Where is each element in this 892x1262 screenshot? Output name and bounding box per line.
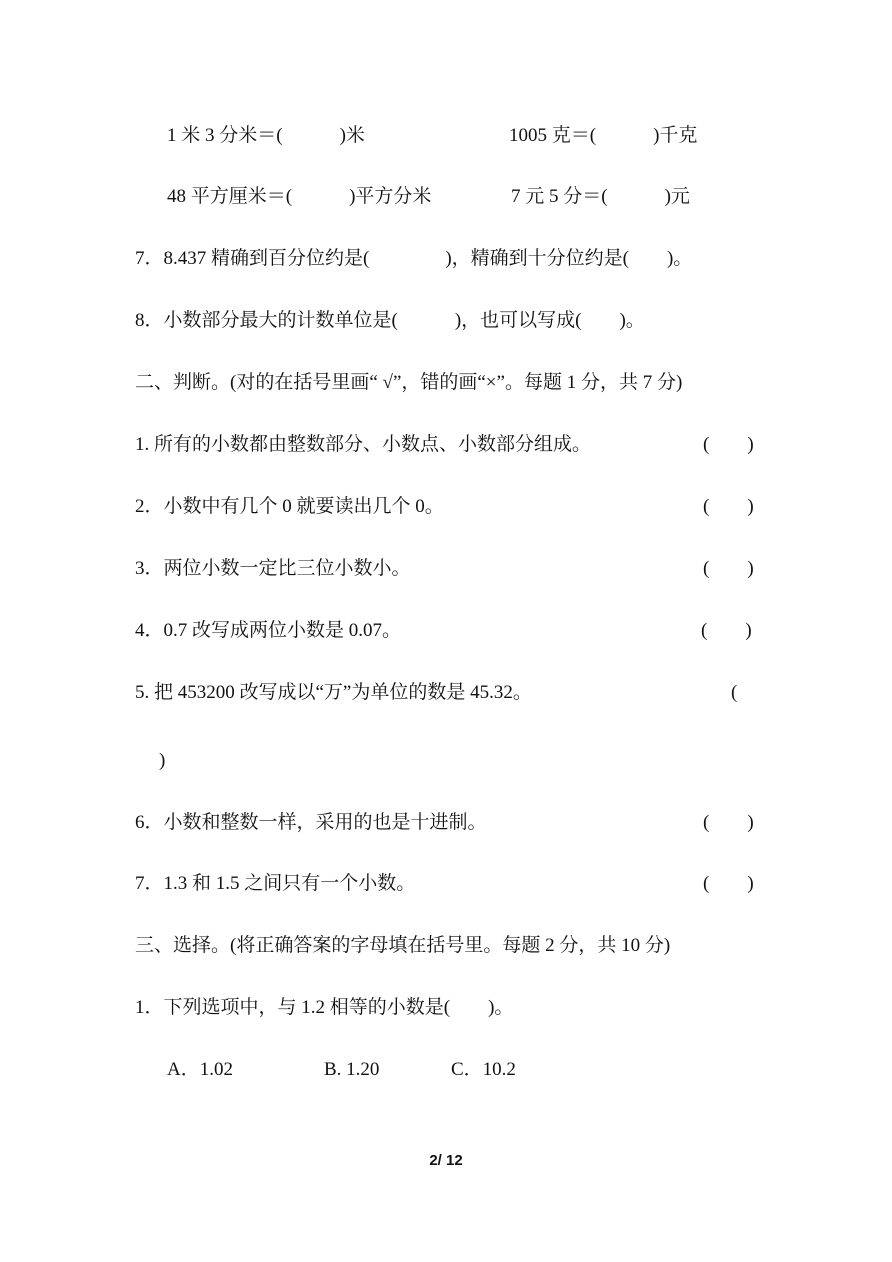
fill-row-2-left: 48 平方厘米＝( )平方分米 — [167, 186, 432, 207]
judge-bracket-7[interactable]: ( ) — [703, 873, 754, 894]
fill-item-7: 7．8.437 精确到百分位约是( )，精确到十分位约是( )。 — [135, 248, 693, 269]
section-2-title: 二、判断。(对的在括号里画“ √”，错的画“×”。每题 1 分，共 7 分) — [135, 372, 683, 393]
judge-bracket-5-close[interactable]: ) — [159, 750, 166, 771]
fill-row-1-left: 1 米 3 分米＝( )米 — [167, 125, 365, 146]
section-3-title: 三、选择。(将正确答案的字母填在括号里。每题 2 分，共 10 分) — [135, 935, 671, 956]
judge-item-1: 1. 所有的小数都由整数部分、小数点、小数部分组成。 — [135, 434, 592, 455]
judge-bracket-1[interactable]: ( ) — [703, 434, 754, 455]
judge-item-5: 5. 把 453200 改写成以“万”为单位的数是 45.32。 — [135, 682, 532, 703]
page-number: 2/ 12 — [429, 1152, 463, 1169]
choice-option-c[interactable]: C．10.2 — [451, 1059, 516, 1080]
judge-bracket-6[interactable]: ( ) — [703, 812, 754, 833]
choice-option-b[interactable]: B. 1.20 — [324, 1059, 380, 1080]
judge-bracket-3[interactable]: ( ) — [703, 558, 754, 579]
judge-item-2: 2．小数中有几个 0 就要读出几个 0。 — [135, 496, 444, 517]
judge-item-6: 6．小数和整数一样，采用的也是十进制。 — [135, 812, 487, 833]
choice-question-1: 1．下列选项中，与 1.2 相等的小数是( )。 — [135, 997, 514, 1018]
choice-option-a[interactable]: A．1.02 — [167, 1059, 233, 1080]
fill-row-2-right: 7 元 5 分＝( )元 — [511, 186, 690, 207]
judge-bracket-2[interactable]: ( ) — [703, 496, 754, 517]
judge-bracket-5-open[interactable]: ( — [731, 682, 738, 703]
fill-item-8: 8．小数部分最大的计数单位是( )，也可以写成( )。 — [135, 310, 645, 331]
judge-item-7: 7．1.3 和 1.5 之间只有一个小数。 — [135, 873, 416, 894]
judge-item-4: 4．0.7 改写成两位小数是 0.07。 — [135, 620, 402, 641]
judge-item-3: 3．两位小数一定比三位小数小。 — [135, 558, 411, 579]
judge-bracket-4[interactable]: ( ) — [701, 620, 752, 641]
fill-row-1-right: 1005 克＝( )千克 — [509, 125, 698, 146]
